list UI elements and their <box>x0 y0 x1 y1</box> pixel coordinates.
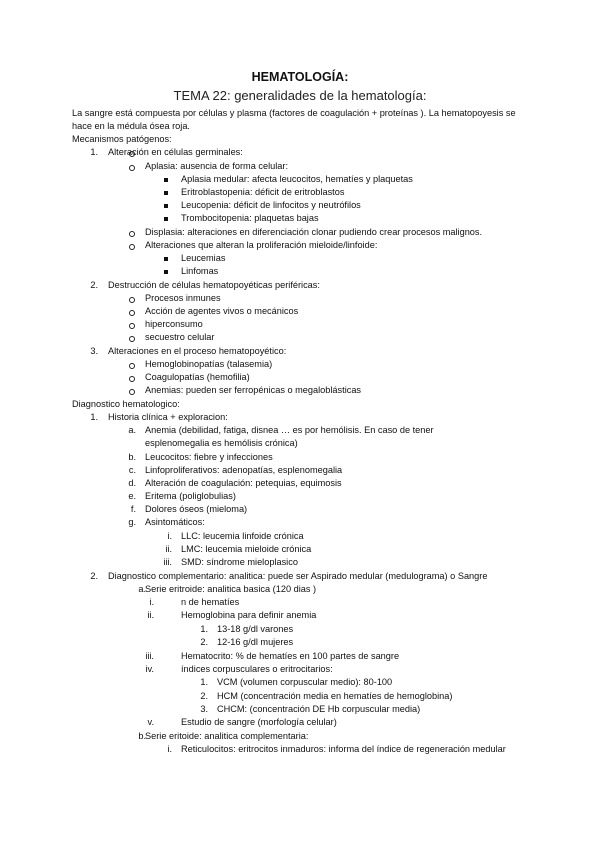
list-marker: 3. <box>200 704 208 714</box>
list-item: SMD: síndrome mieloplasico <box>181 557 298 567</box>
list-item: LLC: leucemia linfoide crónica <box>181 531 304 541</box>
list-marker: 2. <box>90 280 98 290</box>
list-marker: iii. <box>145 651 154 661</box>
list-marker: a. <box>128 425 136 435</box>
list-item: Procesos inmunes <box>145 293 221 303</box>
list-item: Estudio de sangre (morfología celular) <box>181 717 337 727</box>
list-item: VCM (volumen corpuscular medio): 80-100 <box>217 677 393 687</box>
list-marker: iv. <box>145 664 154 674</box>
list-item: HCM (concentración media en hematíes de hemoglobina) <box>217 691 453 701</box>
list-item: Destrucción de células hematopoyéticas periféricas: <box>108 280 320 290</box>
list-marker: f. <box>130 504 136 514</box>
list-item: Historia clínica + exploracion: <box>108 412 228 422</box>
list-item: Leucocitos: fiebre y infecciones <box>145 452 273 462</box>
list-marker: 1. <box>90 147 98 157</box>
list-item: Alteración de coagulación: petequias, equimosis <box>145 478 342 488</box>
list-marker: 1. <box>90 412 98 422</box>
list-item: Eritema (poliglobulias) <box>145 491 236 501</box>
list-marker: 1. <box>200 624 208 634</box>
circle-bullet-icon <box>129 336 135 342</box>
list-marker: 2. <box>200 691 208 701</box>
intro-paragraph: La sangre está compuesta por células y plasma (factores de coagulación + proteínas ). La hematopoyesis se hace en la médula ósea roja. <box>72 108 516 132</box>
list-item: índices corpusculares o eritrocitarios: <box>181 664 333 674</box>
circle-bullet-icon <box>129 165 135 171</box>
list-item: Eritroblastopenia: déficit de eritroblastos <box>181 187 345 197</box>
list-marker: g. <box>128 517 136 527</box>
list-item: CHCM: (concentración DE Hb corpuscular media) <box>217 704 421 714</box>
list-item: hiperconsumo <box>145 319 203 329</box>
list-marker: 2. <box>200 637 208 647</box>
circle-bullet-icon <box>129 389 135 395</box>
list-marker: e. <box>128 491 136 501</box>
list-item: LMC: leucemia mieloide crónica <box>181 544 312 554</box>
circle-bullet-icon <box>129 363 135 369</box>
list-marker: ii. <box>147 610 154 620</box>
list-item: Diagnostico complementario: analitica: puede ser Aspirado medular (medulograma) o Sangre <box>108 571 488 581</box>
list-item: 13-18 g/dl varones <box>217 624 294 634</box>
square-bullet-icon <box>164 178 168 182</box>
list-marker: ii. <box>165 544 172 554</box>
circle-bullet-icon <box>129 376 135 382</box>
list-item: Alteraciones en el proceso hematopoyético: <box>108 346 287 356</box>
list-item: Hemoglobina para definir anemia <box>181 610 317 620</box>
circle-bullet-icon <box>129 151 135 157</box>
section-heading-mecanismos: Mecanismos patógenos: <box>72 134 172 144</box>
list-marker: i. <box>149 597 154 607</box>
circle-bullet-icon <box>129 323 135 329</box>
list-marker: 1. <box>200 677 208 687</box>
square-bullet-icon <box>164 191 168 195</box>
circle-bullet-icon <box>129 310 135 316</box>
list-item: Linfoproliferativos: adenopatías, esplenomegalia <box>145 465 343 475</box>
square-bullet-icon <box>164 204 168 208</box>
list-item: Linfomas <box>181 266 219 276</box>
square-bullet-icon <box>164 257 168 261</box>
list-marker: a. <box>138 584 146 594</box>
list-marker: v. <box>147 717 154 727</box>
list-item: Anemias: pueden ser ferropénicas o megaloblásticas <box>145 385 362 395</box>
list-marker: d. <box>128 478 136 488</box>
list-item: Coagulopatías (hemofilia) <box>145 372 250 382</box>
list-marker: 3. <box>90 346 98 356</box>
list-item: Reticulocitos: eritrocitos inmaduros: informa del índice de regeneración medular <box>181 744 506 754</box>
list-item: secuestro celular <box>145 332 215 342</box>
square-bullet-icon <box>164 217 168 221</box>
list-item: Displasia: alteraciones en diferenciación clonar pudiendo crear procesos malignos. <box>145 227 483 237</box>
circle-bullet-icon <box>129 244 135 250</box>
list-item: Anemia (debilidad, fatiga, disnea … es por hemólisis. En caso de tener esplenomegalia es hemólisis crónica) <box>145 425 434 449</box>
page-title: HEMATOLOGÍA: <box>251 70 349 84</box>
list-item: Alteración en células germinales: <box>108 147 243 157</box>
list-item: Leucopenia: déficit de linfocitos y neutrófilos <box>181 200 361 210</box>
square-bullet-icon <box>164 270 168 274</box>
list-item: Dolores óseos (mieloma) <box>145 504 248 514</box>
list-marker: 2. <box>90 571 98 581</box>
list-item: Alteraciones que alteran la proliferación mieloide/linfoide: <box>145 240 378 250</box>
section-heading-diagnostico: Diagnostico hematologico: <box>72 399 180 409</box>
list-item: Acción de agentes vivos o mecánicos <box>145 306 299 316</box>
list-item: Leucemias <box>181 253 226 263</box>
list-item: Trombocitopenia: plaquetas bajas <box>181 213 319 223</box>
list-item: Hemoglobinopatías (talasemia) <box>145 359 273 369</box>
list-marker: b. <box>128 452 136 462</box>
list-marker: i. <box>167 744 172 754</box>
list-item: Asintomáticos: <box>145 517 205 527</box>
circle-bullet-icon <box>129 297 135 303</box>
list-marker: c. <box>128 465 136 475</box>
circle-bullet-icon <box>129 231 135 237</box>
list-item: Aplasia: ausencia de forma celular: <box>145 161 288 171</box>
page-subtitle: TEMA 22: generalidades de la hematología: <box>173 88 427 103</box>
list-item: n de hematíes <box>181 597 240 607</box>
list-item: Aplasia medular: afecta leucocitos, hematíes y plaquetas <box>181 174 413 184</box>
list-item: Serie eritroide: analitica basica (120 dias ) <box>145 584 317 594</box>
list-marker: i. <box>167 531 172 541</box>
list-marker: b. <box>138 731 146 741</box>
list-item: Serie eritoide: analitica complementaria: <box>145 731 309 741</box>
list-marker: iii. <box>163 557 172 567</box>
list-item: 12-16 g/dl mujeres <box>217 637 294 647</box>
list-item: Hematocrito: % de hematíes en 100 partes de sangre <box>181 651 400 661</box>
